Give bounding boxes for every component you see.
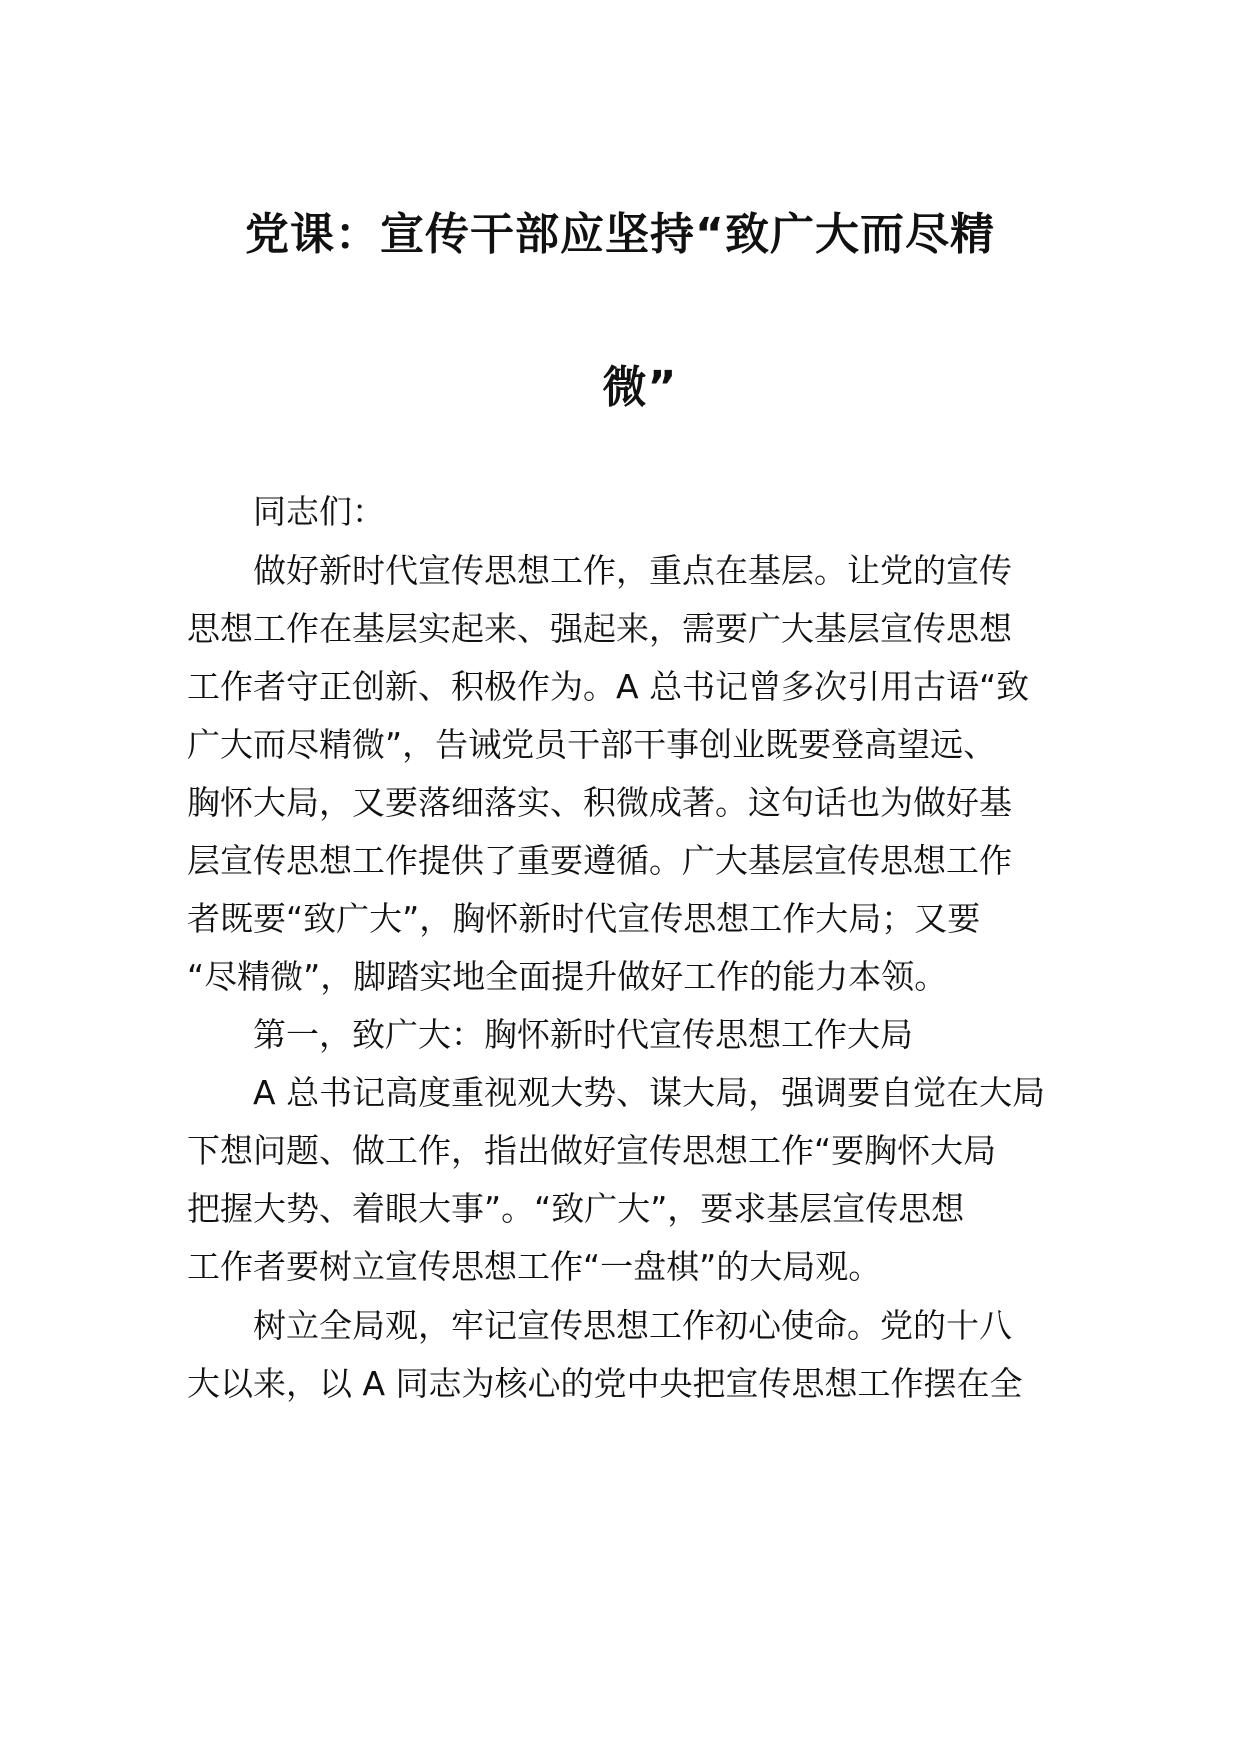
- paragraph-line: 层宣传思想工作提供了重要遵循。广大基层宣传思想工作: [187, 841, 1012, 880]
- paragraph-line: 思想工作在基层实起来、强起来，需要广大基层宣传思想: [187, 609, 1012, 648]
- document-title-line-2: 微”: [602, 362, 678, 413]
- paragraph-line: 工作者要树立宣传思想工作“一盘棋”的大局观。: [187, 1247, 882, 1286]
- paragraph-line: 工作者守正创新、积极作为。A 总书记曾多次引用古语“致: [187, 667, 1030, 706]
- paragraph-line: 广大而尽精微”，告诫党员干部干事创业既要登高望远、: [187, 725, 997, 764]
- salutation: 同志们：: [253, 492, 385, 531]
- paragraph-line: 胸怀大局，又要落细落实、积微成著。这句话也为做好基: [187, 783, 1012, 822]
- section-heading: 第一，致广大：胸怀新时代宣传思想工作大局: [253, 1015, 913, 1054]
- paragraph-line: 做好新时代宣传思想工作，重点在基层。让党的宣传: [253, 551, 1012, 590]
- paragraph-line: “尽精微”，脚踏实地全面提升做好工作的能力本领。: [187, 957, 948, 996]
- paragraph-line: 大以来，以 A 同志为核心的党中央把宣传思想工作摆在全: [187, 1364, 1023, 1403]
- paragraph-line: 把握大势、着眼大事”。“致广大”，要求基层宣传思想: [187, 1189, 965, 1228]
- paragraph-line: 树立全局观，牢记宣传思想工作初心使命。党的十八: [253, 1306, 1012, 1345]
- document-title-line-1: 党课：宣传干部应坚持“致广大而尽精: [245, 209, 995, 260]
- paragraph-line: 者既要“致广大”，胸怀新时代宣传思想工作大局；又要: [187, 899, 981, 938]
- paragraph-line: 下想问题、做工作，指出做好宣传思想工作“要胸怀大局: [187, 1131, 997, 1170]
- paragraph-line: A 总书记高度重视观大势、谋大局，强调要自觉在大局: [253, 1073, 1046, 1112]
